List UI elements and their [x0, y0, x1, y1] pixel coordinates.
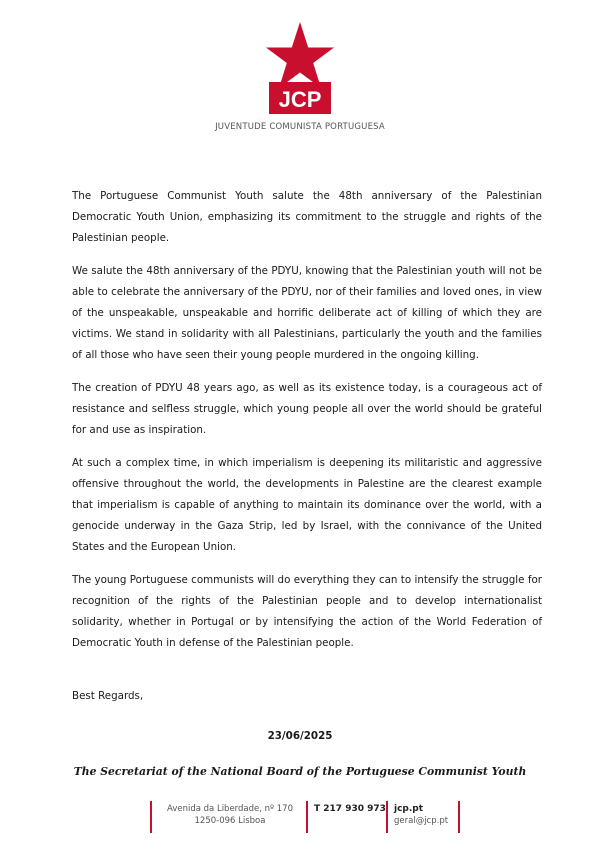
footer-address — [160, 803, 300, 827]
org-name: JUVENTUDE COMUNISTA PORTUGUESA — [215, 122, 385, 132]
jcp-logo — [0, 20, 600, 120]
address-line-1: Avenida da Liberdade, nº 170 — [167, 804, 293, 814]
red-star-icon — [265, 20, 335, 116]
signoff: Best Regards, — [72, 690, 144, 702]
paragraph-1: The Portuguese Communist Youth salute the 48th anniversary of the Palestinian Democratic Youth Union, emphasizing its commitment to the struggle and rights of the Palestinian people. — [72, 190, 542, 244]
footer — [0, 801, 600, 835]
footer-contact — [394, 803, 448, 827]
signature-line: The Secretariat of the National Board of the Portuguese Communist Youth — [73, 765, 527, 778]
footer-divider — [150, 801, 152, 833]
paragraph-5: The young Portuguese communists will do everything they can to intensify the struggle for recognition of the rights of the Palestinian people and to develop internationalist solidarity, whether in Portugal or by intensifying the action of the World Federation of Democratic Youth in defense of the Palestinian people. — [72, 574, 542, 649]
footer-phone: T 217 930 973 — [314, 804, 386, 814]
paragraph-2: We salute the 48th anniversary of the PDYU, knowing that the Palestinian youth will not be able to celebrate the anniversary of the PDYU, nor of their families and loved ones, in view of the unspeakable, unspeakable and horrific deliberate act of killing of which they are victims. We stand in solidarity with all Palestinians, particularly the youth and the families of all those who have seen their young people murdered in the ongoing killing. — [72, 265, 542, 361]
footer-divider — [386, 801, 388, 833]
footer-divider — [306, 801, 308, 833]
footer-divider — [458, 801, 460, 833]
paragraph-3: The creation of PDYU 48 years ago, as well as its existence today, is a courageous act of resistance and selfless struggle, which young people all over the world should be grateful for and use as inspiration. — [72, 382, 542, 436]
footer-email[interactable]: geral@jcp.pt — [394, 816, 449, 826]
logo-text: JCP — [278, 87, 322, 112]
letter-date: 23/06/2025 — [267, 730, 333, 742]
footer-website[interactable]: jcp.pt — [394, 804, 424, 814]
paragraph-4: At such a complex time, in which imperialism is deepening its militaristic and aggressive offensive throughout the world, the developments in Palestine are the clearest example that imperialism is capable of anything to maintain its dominance over the world, with a genocide underway in the Gaza Strip, led by Israel, with the connivance of the United States and the European Union. — [72, 457, 542, 553]
address-line-2: 1250-096 Lisboa — [194, 816, 266, 826]
letter-body — [72, 186, 542, 666]
